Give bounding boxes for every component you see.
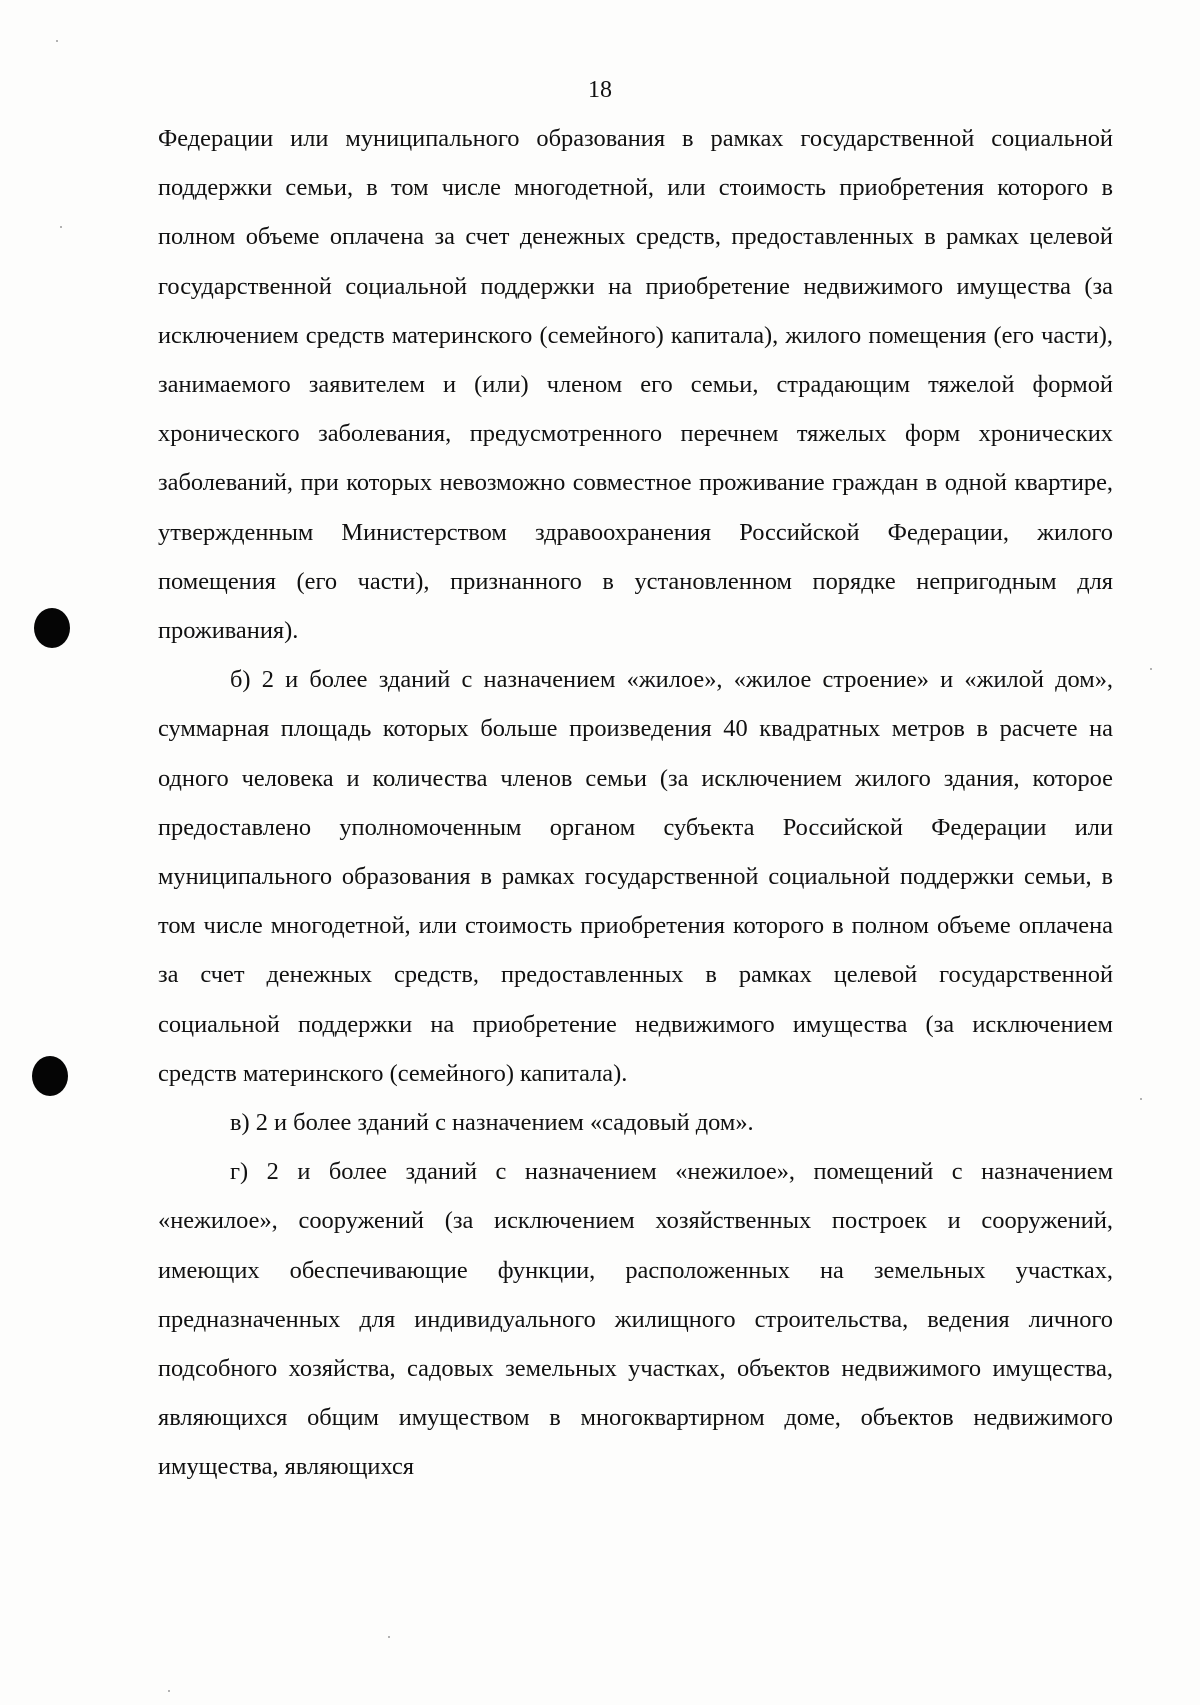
paragraph-item-g: г) 2 и более зданий с назначением «нежилое», помещений с назначением «нежилое», сооружений (за исключением хозяйственных построек и сооружений, имеющих обеспечивающие функции, расположенных на земельных участках, предназначенных для индивидуального жилищного строительства, ведения личного подсобного хозяйства, садовых земельных участках, объектов недвижимого имущества, являющихся общим имуществом в многоквартирном доме, объектов недвижимого имущества, являющихся [158, 1158, 1113, 1481]
paragraph-item-v: в) 2 и более зданий с назначением «садовый дом». [230, 1109, 754, 1137]
page-number: 18 [588, 77, 612, 103]
document-body [158, 114, 1113, 1492]
scan-speck [1140, 1098, 1142, 1100]
binder-hole-mark [34, 608, 70, 648]
binder-hole-mark [32, 1056, 68, 1096]
paragraph-item-b: б) 2 и более зданий с назначением «жилое», «жилое строение» и «жилой дом», суммарная площадь которых больше произведения 40 квадратных метров в расчете на одного человека и количества членов семьи (за исключением жилого здания, которое предоставлено уполномоченным органом субъекта Российской Федерации или муниципального образования в рамках государственной социальной поддержки семьи, в том числе многодетной, или стоимость приобретения которого в полном объеме оплачена за счет денежных средств, предоставленных в рамках целевой государственной социальной поддержки на приобретение недвижимого имущества (за исключением средств материнского (семейного) капитала). [158, 666, 1113, 1087]
scan-speck [168, 1690, 170, 1692]
scan-speck [388, 1636, 390, 1638]
scan-speck [56, 40, 58, 42]
scan-speck [60, 226, 62, 228]
scan-speck [1150, 668, 1152, 670]
paragraph-continuation: Федерации или муниципального образования в рамках государственной социальной поддержки семьи, в том числе многодетной, или стоимость приобретения которого в полном объеме оплачена за счет денежных средств, предоставленных в рамках целевой государственной социальной поддержки на приобретение недвижимого имущества (за исключением средств материнского (семейного) капитала), жилого помещения (его части), занимаемого заявителем и (или) членом его семьи, страдающим тяжелой формой хронического заболевания, предусмотренного перечнем тяжелых форм хронических заболеваний, при которых невозможно совместное проживание граждан в одной квартире, утвержденным Министерством здравоохранения Российской Федерации, жилого помещения (его части), признанного в установленном порядке непригодным для проживания). [158, 125, 1113, 645]
